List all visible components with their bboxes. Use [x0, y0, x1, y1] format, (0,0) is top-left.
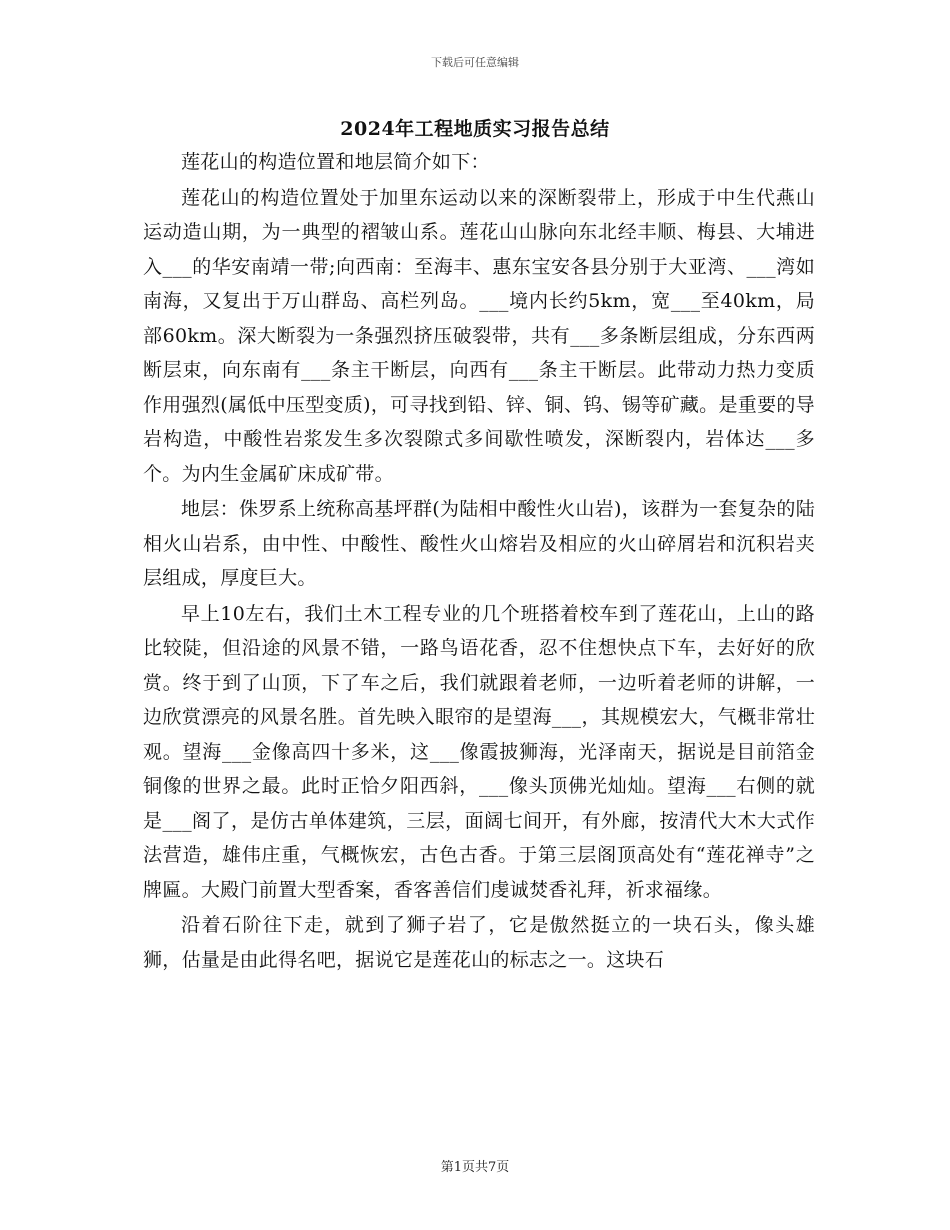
paragraph-lion-rock: 沿着石阶往下走，就到了狮子岩了，它是傲然挺立的一块石头，像头雄狮，估量是由此得名吧，据说它是莲花山的标志之一。这块石: [143, 914, 815, 971]
paragraph-intro: 莲花山的构造位置和地层简介如下：: [181, 151, 490, 173]
document-title: 2024年工程地质实习报告总结: [340, 118, 610, 140]
page-footer: 第1页共7页: [440, 1160, 510, 1175]
paragraph-visit: 早上10左右，我们土木工程专业的几个班搭着校车到了莲花山，上山的路比较陡，但沿途的风景不错，一路鸟语花香，忍不住想快点下车，去好好的欣赏。终于到了山顶，下了车之后，我们就跟着老师，一边听着老师的讲解，一边欣赏漂亮的风景名胜。首先映入眼帘的是望海___，其规模宏大，气概非常壮观。望海___金像高四十多米，这___像霞披狮海，光泽南天，据说是目前箔金铜像的世界之最。此时正恰夕阳西斜，___像头顶佛光灿灿。望海___右侧的就是___阁了，是仿古单体建筑，三层，面阔七间开，有外廊，按清代大木大式作法营造，雄伟庄重，气概恢宏，古色古香。于第三层阁顶高处有“莲花禅寺”之牌匾。大殿门前置大型香案，香客善信们虔诚焚香礼拜，祈求福缘。: [143, 602, 815, 901]
header-note: 下载后可任意编辑: [431, 56, 519, 69]
paragraph-strata: 地层：侏罗系上统称高基坪群(为陆相中酸性火山岩)，该群为一套复杂的陆相火山岩系，由中性、中酸性、酸性火山熔岩及相应的火山碎屑岩和沉积岩夹层组成，厚度巨大。: [143, 498, 815, 589]
paragraph-structure: 莲花山的构造位置处于加里东运动以来的深断裂带上，形成于中生代燕山运动造山期，为一典型的褶皱山系。莲花山山脉向东北经丰顺、梅县、大埔进入___的华安南靖一带;向西南：至海丰、惠东宝安各县分别于大亚湾、___湾如南海，又复出于万山群岛、高栏列岛。___境内长约5km，宽___至40km，局部60km。深大断裂为一条强烈挤压破裂带，共有___多条断层组成，分东西两断层束，向东南有___条主干断层，向西有___条主干断层。此带动力热力变质作用强烈(属低中压型变质)，可寻找到铅、锌、铜、钨、锡等矿藏。是重要的导岩构造，中酸性岩浆发生多次裂隙式多间歇性喷发，深断裂内，岩体达___多个。为内生金属矿床成矿带。: [143, 186, 815, 485]
document-body: [143, 145, 815, 977]
